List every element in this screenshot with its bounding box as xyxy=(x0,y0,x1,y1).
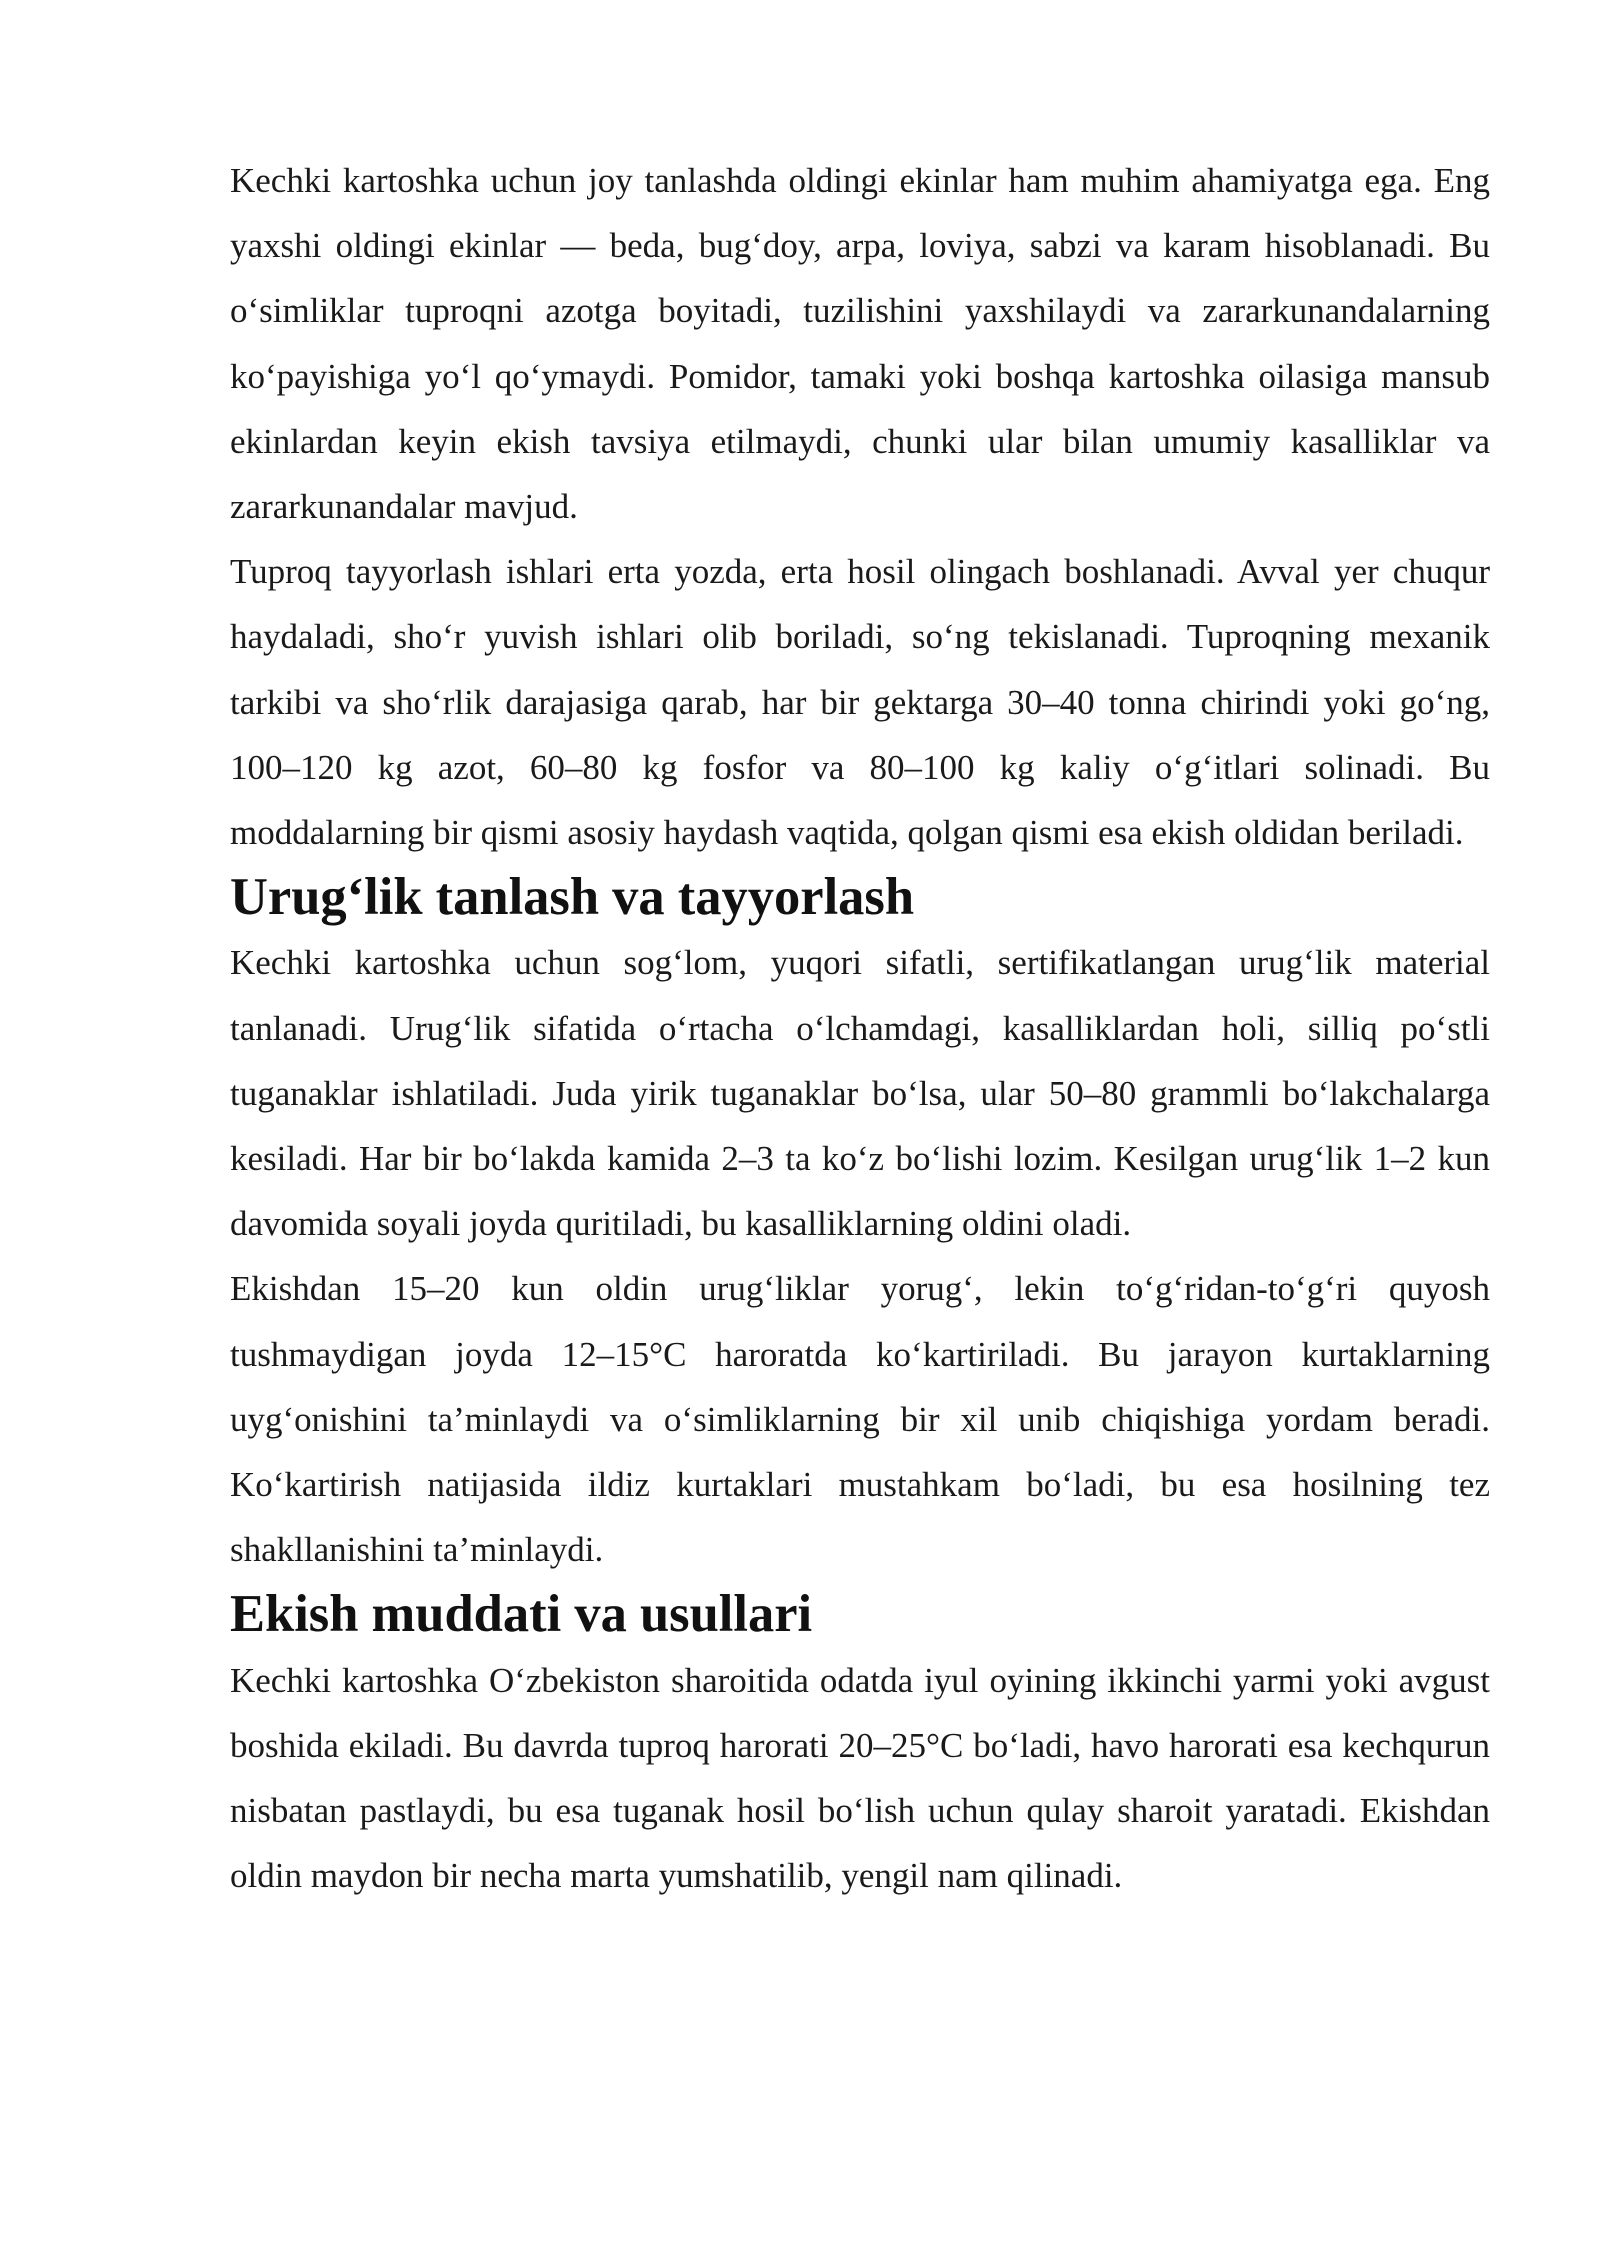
section-heading-planting: Ekish muddati va usullari xyxy=(230,1585,813,1644)
section-heading-seed: Urug‘lik tanlash va tayyorlash xyxy=(230,868,915,927)
paragraph-soil-preparation: Tuproq tayyorlash ishlari erta yozda, erta hosil olingach boshlanadi. Avval yer chuqur haydaladi, sho‘r yuvish ishlari olib boriladi, so‘ng tekislanadi. Tuproqning mexanik tarkibi va sho‘rlik darajasiga qarab, har bir gektarga 30–40 tonna chirindi yoki go‘ng, 100–120 kg azot, 60–80 kg fosfor va 80–100 kg kaliy o‘g‘itlari solinadi. Bu moddalarning bir qismi asosiy haydash vaqtida, qolgan qismi esa ekish oldidan beriladi. xyxy=(230,552,1490,853)
paragraph-seed-selection: Kechki kartoshka uchun sog‘lom, yuqori sifatli, sertifikatlangan urug‘lik material tanlanadi. Urug‘lik sifatida o‘rtacha o‘lchamdagi, kasalliklardan holi, silliq po‘stli tuganaklar ishlatiladi. Juda yirik tuganaklar bo‘lsa, ular 50–80 grammli bo‘lakchalarga kesiladi. Har bir bo‘lakda kamida 2–3 ta ko‘z bo‘lishi lozim. Kesilgan urug‘lik 1–2 kun davomida soyali joyda quritiladi, bu kasalliklarning oldini oladi. xyxy=(230,943,1490,1244)
document-page xyxy=(230,148,1490,1908)
paragraph-previous-crops: Kechki kartoshka uchun joy tanlashda oldingi ekinlar ham muhim ahamiyatga ega. Eng yaxshi oldingi ekinlar — beda, bug‘doy, arpa, loviya, sabzi va karam hisoblanadi. Bu o‘simliklar tuproqni azotga boyitadi, tuzilishini yaxshilaydi va zararkunandalarning ko‘payishiga yo‘l qo‘ymaydi. Pomidor, tamaki yoki boshqa kartoshka oilasiga mansub ekinlardan keyin ekish tavsiya etilmaydi, chunki ular bilan umumiy kasalliklar va zararkunandalar mavjud. xyxy=(230,161,1490,527)
paragraph-seed-greening: Ekishdan 15–20 kun oldin urug‘liklar yorug‘, lekin to‘g‘ridan-to‘g‘ri quyosh tushmaydigan joyda 12–15°C haroratda ko‘kartiriladi. Bu jarayon kurtaklarning uyg‘onishini ta’minlaydi va o‘simliklarning bir xil unib chiqishiga yordam beradi. Ko‘kartirish natijasida ildiz kurtaklari mustahkam bo‘ladi, bu esa hosilning tez shakllanishini ta’minlaydi. xyxy=(230,1269,1490,1570)
paragraph-planting-time: Kechki kartoshka O‘zbekiston sharoitida odatda iyul oyining ikkinchi yarmi yoki avgust boshida ekiladi. Bu davrda tuproq harorati 20–25°C bo‘ladi, havo harorati esa kechqurun nisbatan pastlaydi, bu esa tuganak hosil bo‘lish uchun qulay sharoit yaratadi. Ekishdan oldin maydon bir necha marta yumshatilib, yengil nam qilinadi. xyxy=(230,1660,1490,1896)
